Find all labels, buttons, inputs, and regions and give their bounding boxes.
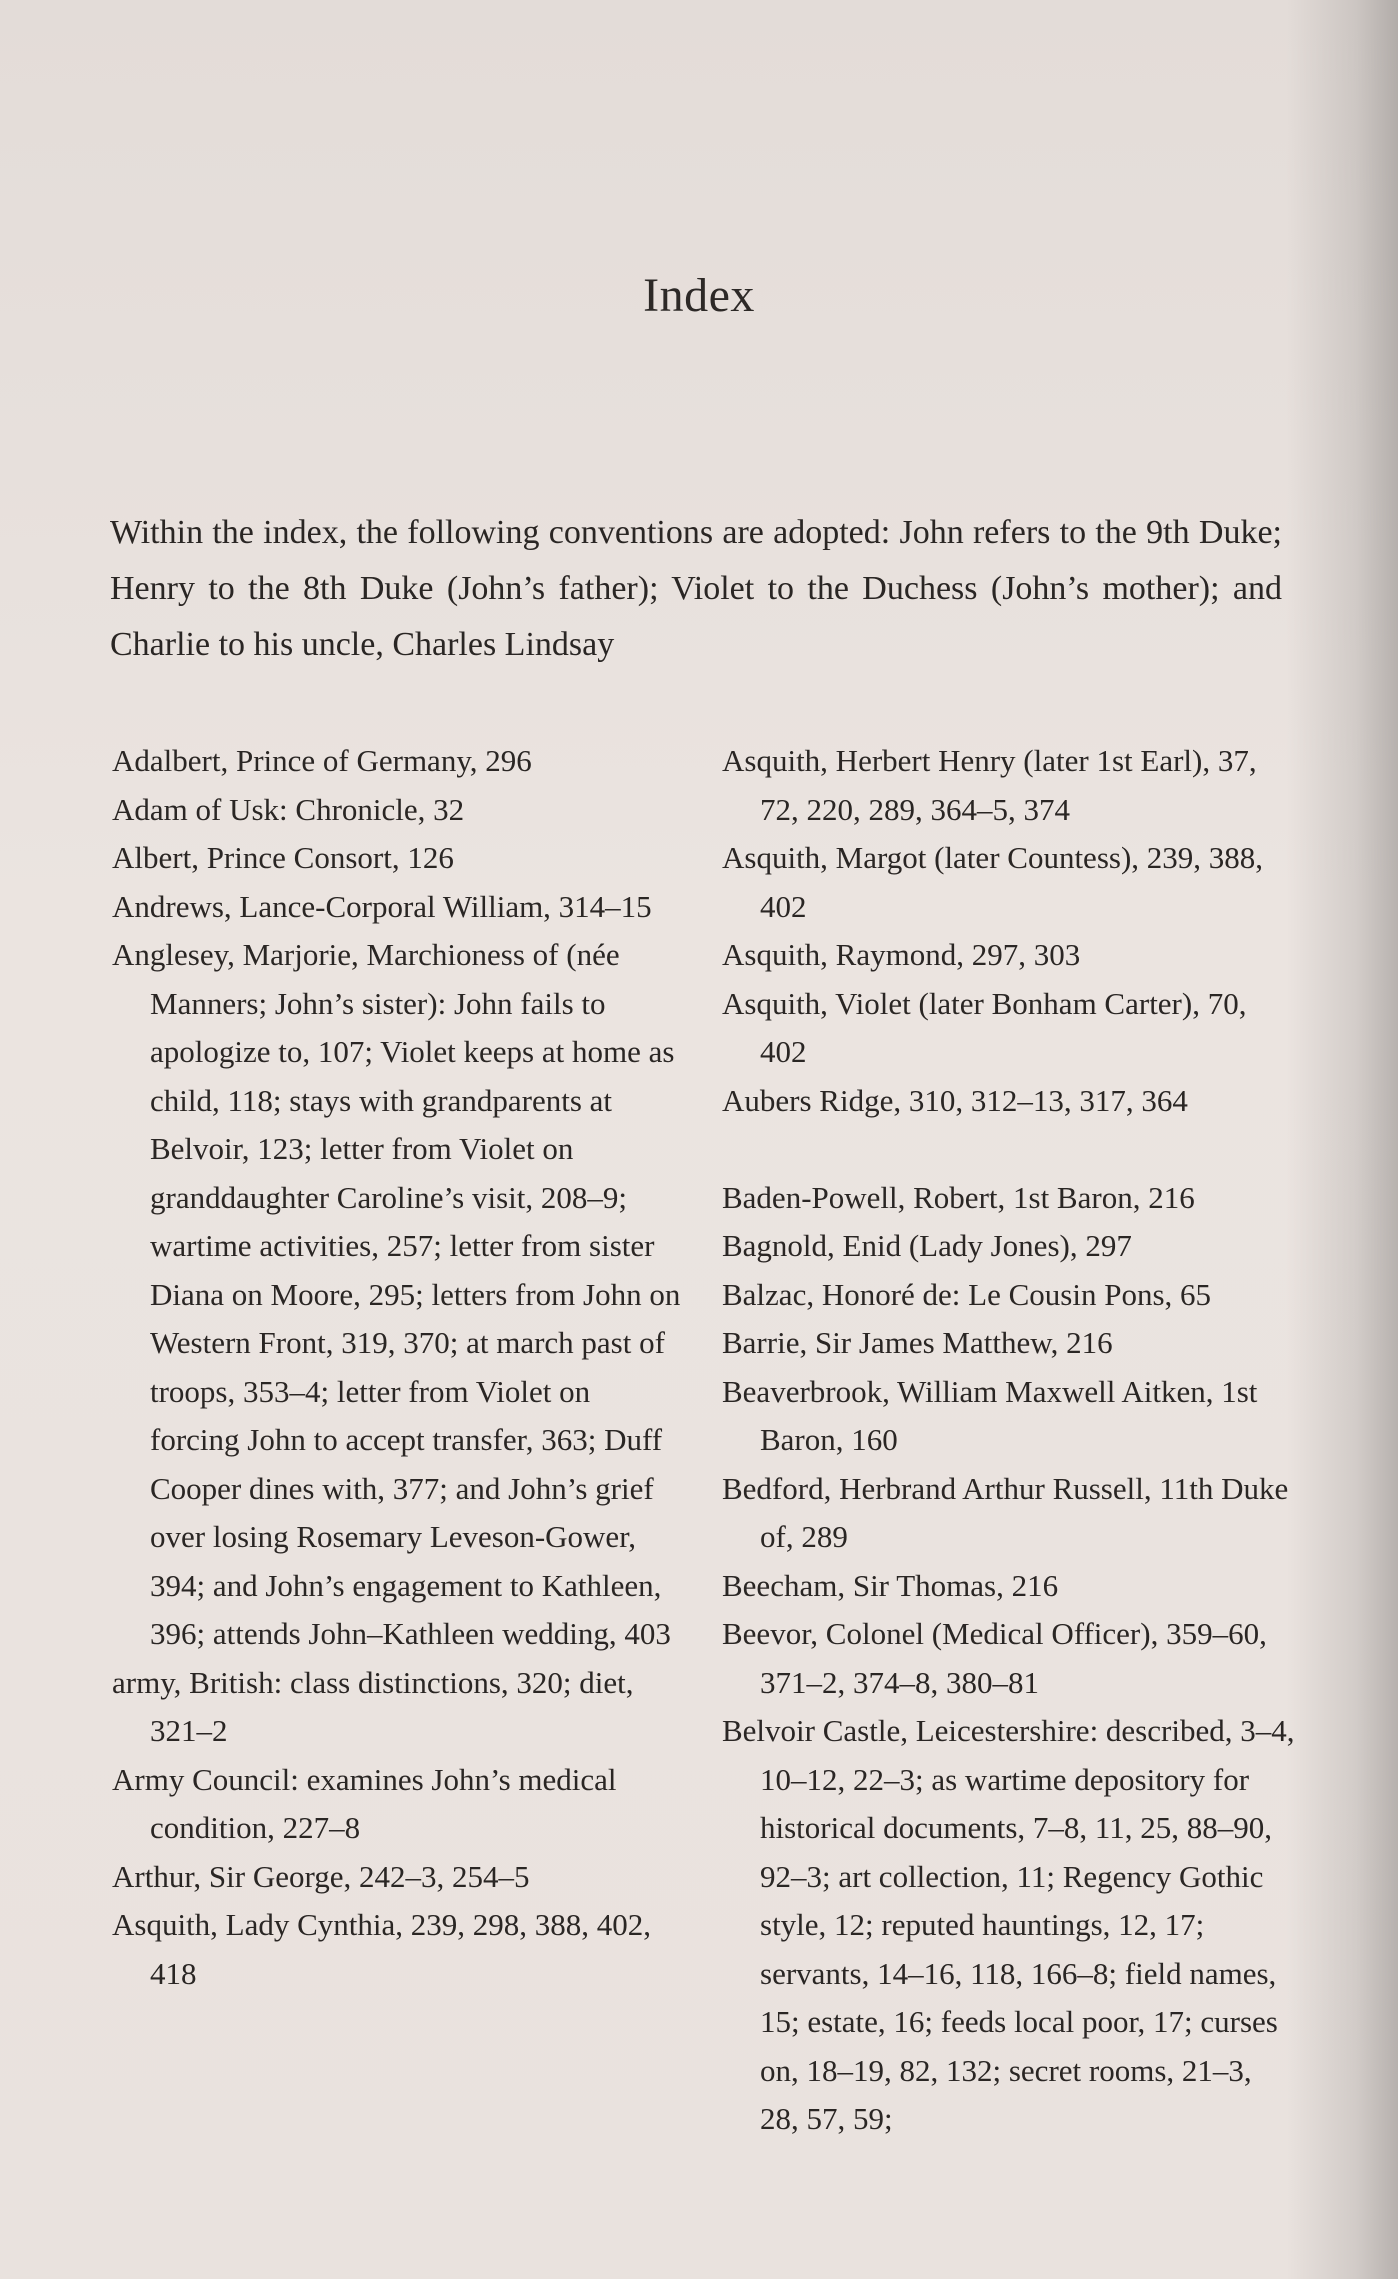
index-entry: Aubers Ridge, 310, 312–13, 317, 364 [722,1082,1188,1118]
index-entry: Beevor, Colonel (Medical Officer), 359–60, 371–2, 374–8, 380–81 [722,1616,1267,1700]
index-column-left [112,737,682,1998]
letter-group-gap [722,1125,1297,1174]
index-entry: Arthur, Sir George, 242–3, 254–5 [112,1858,530,1894]
index-entry: Bedford, Herbrand Arthur Russell, 11th Duke of, 289 [722,1470,1289,1554]
index-entry: Adam of Usk: Chronicle, 32 [112,791,465,827]
index-entry: army, British: class distinctions, 320; diet, 321–2 [112,1664,634,1748]
index-entry: Anglesey, Marjorie, Marchioness of (née Manners; John’s sister): John fails to apologize to, 107; Violet keeps at home as child, 118; stays with grandparents at Belvoir, 123; letter from Violet on granddaughter Caroline’s visit, 208–9; wartime activities, 257; letter from sister Diana on Moore, 295; letters from John on Western Front, 319, 370; at march past of troops, 353–4; letter from Violet on forcing John to accept transfer, 363; Duff Cooper dines with, 377; and John’s grief over losing Rosemary Leveson-Gower, 394; and John’s engagement to Kathleen, 396; attends John–Kathleen wedding, 403 [112,937,681,1651]
index-entry: Asquith, Lady Cynthia, 239, 298, 388, 402, 418 [112,1907,652,1991]
index-entry: Albert, Prince Consort, 126 [112,840,454,875]
index-entry: Asquith, Violet (later Bonham Carter), 70, 402 [722,985,1247,1069]
page-title: Index [643,269,755,322]
index-entry: Asquith, Raymond, 297, 303 [722,937,1081,972]
index-entry: Asquith, Margot (later Countess), 239, 388, 402 [722,840,1264,924]
bleed-through-text [110,160,1290,354]
index-entry: Balzac, Honoré de: Le Cousin Pons, 65 [722,1276,1212,1312]
index-entry: Barrie, Sir James Matthew, 216 [722,1325,1113,1360]
index-entry: Andrews, Lance-Corporal William, 314–15 [112,888,652,924]
index-entry: Asquith, Herbert Henry (later 1st Earl), 37, 72, 220, 289, 364–5, 374 [722,743,1257,827]
index-entry: Adalbert, Prince of Germany, 296 [112,743,532,778]
index-entry: Beecham, Sir Thomas, 216 [722,1567,1059,1603]
index-entry: Bagnold, Enid (Lady Jones), 297 [722,1228,1132,1263]
index-entry: Belvoir Castle, Leicestershire: described, 3–4, 10–12, 22–3; as wartime depository for historical documents, 7–8, 11, 25, 88–90, 92–3; art collection, 11; Regency Gothic style, 12; reputed hauntings, 12, 17; servants, 14–16, 118, 166–8; field names, 15; estate, 16; feeds local poor, 17; curses on, 18–19, 82, 132; secret rooms, 21–3, 28, 57, 59; [722,1713,1295,2136]
index-column-right [722,737,1297,2144]
index-entry: Army Council: examines John’s medical condition, 227–8 [112,1761,617,1845]
index-entry: Baden-Powell, Robert, 1st Baron, 216 [722,1179,1195,1215]
index-entry: Beaverbrook, William Maxwell Aitken, 1st Baron, 160 [722,1373,1258,1457]
index-conventions-note: Within the index, the following conventions are adopted: John refers to the 9th Duke; Henry to the 8th Duke (John’s father); Violet to the Duchess (John’s mother); and Charlie to his uncle, Charles Lindsay [110,514,1282,663]
